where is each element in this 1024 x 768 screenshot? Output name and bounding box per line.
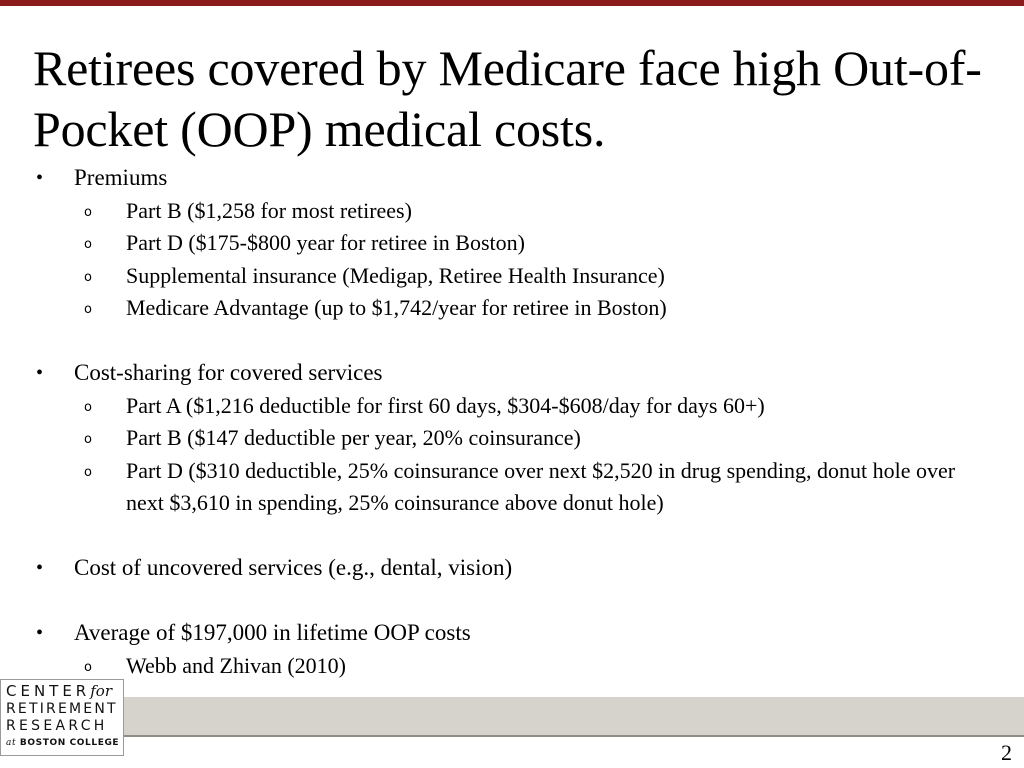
logo-for-text: for [90,682,112,700]
sub-bullet-supplemental [0,260,1024,293]
sub-bullet-text: Supplemental insurance (Medigap, Retiree Health Insurance) [126,262,665,288]
sub-bullet-text: Part A ($1,216 deductible for first 60 days, $304-$608/day for days 60+) [126,392,765,418]
logo-line-boston-college [6,738,119,749]
sub-bullet-part-b-premium [0,195,1024,228]
logo-line-retirement: RETIREMENT [6,701,118,717]
logo-line-center [6,683,112,700]
center-for-retirement-research-logo [0,679,124,756]
logo-at-text: at [6,738,17,748]
bullet-marker: • [36,362,44,384]
sub-bullet-marker: o [84,302,92,317]
sub-list [0,390,1024,520]
bullet-row [0,357,1024,390]
sub-bullet-text: Part B ($1,258 for most retirees) [126,197,412,223]
bullet-row [0,162,1024,195]
bullet-uncovered-services [0,552,1024,585]
sub-bullet-text: Part B ($147 deductible per year, 20% coinsurance) [126,425,581,450]
sub-bullet-text: Part D ($175-$800 year for retiree in Boston) [126,230,525,255]
footer-divider [0,735,1024,737]
sub-bullet-part-a [0,390,1024,423]
bullet-text: Average of $197,000 in lifetime OOP costs [74,620,471,645]
bullet-lifetime-oop [0,617,1024,682]
bullet-row [0,552,1024,585]
bullet-premiums [0,162,1024,325]
slide-title: Retirees covered by Medicare face high Out-of-Pocket (OOP) medical costs. [33,40,982,157]
footer-band [0,697,1024,735]
sub-bullet-medicare-advantage [0,292,1024,325]
bullet-text: Premiums [74,165,168,190]
sub-bullet-marker: o [84,399,92,415]
sub-bullet-text: Webb and Zhivan (2010) [126,652,346,678]
sub-bullet-part-d-cost [0,455,1024,520]
bullet-text: Cost of uncovered services (e.g., dental, vision) [74,555,513,580]
bullet-list [0,162,1024,682]
bullet-marker: • [36,622,44,644]
sub-bullet-part-d-premium [0,227,1024,260]
sub-bullet-text: Part D ($310 deductible, 25% coinsurance over next $2,520 in drug spending, donut hole over next $3,610 in spending, 25% coinsurance above donut hole) [126,457,956,515]
sub-bullet-marker: o [84,464,92,480]
sub-bullet-marker: o [84,659,92,675]
sub-list [0,195,1024,325]
logo-boston-college-text: BOSTON COLLEGE [19,738,120,748]
sub-bullet-marker: o [84,432,92,447]
bullet-cost-sharing [0,357,1024,520]
page-number: 2 [1001,740,1012,765]
bullet-text: Cost-sharing for covered services [74,360,383,385]
sub-bullet-marker: o [84,237,92,252]
sub-list [0,650,1024,683]
bullet-row [0,617,1024,650]
sub-bullet-marker: o [84,269,92,285]
bullet-marker: • [36,167,44,189]
logo-line-research: RESEARCH [6,718,108,734]
sub-bullet-citation [0,650,1024,683]
sub-bullet-marker: o [84,204,92,220]
logo-center-text: CENTER [6,682,91,700]
sub-bullet-text: Medicare Advantage (up to $1,742/year for retiree in Boston) [126,295,667,320]
sub-bullet-part-b-cost [0,422,1024,455]
bullet-marker: • [36,557,44,579]
top-accent-bar [0,0,1024,6]
